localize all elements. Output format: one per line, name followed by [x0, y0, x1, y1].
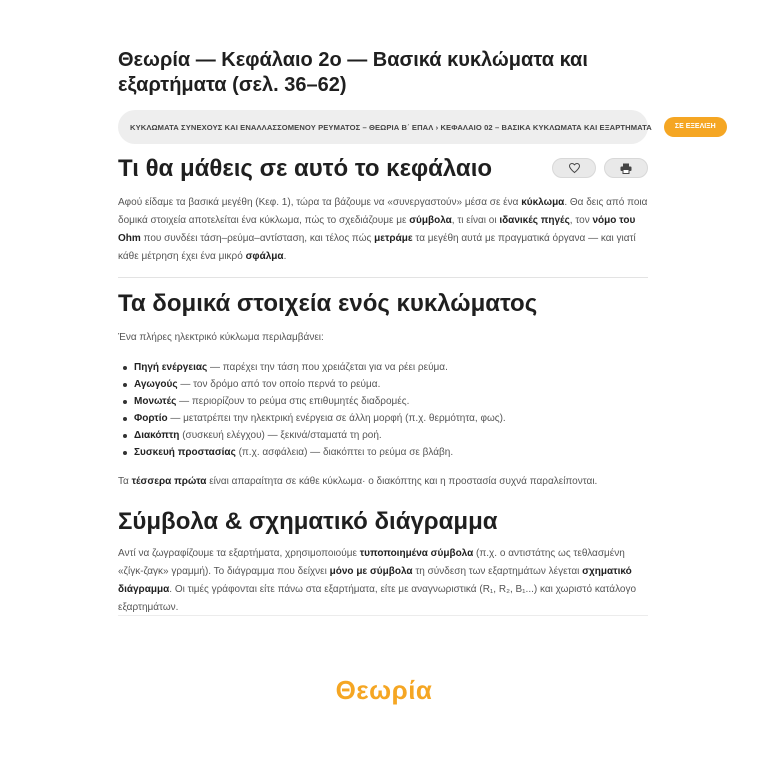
list-item: Μονωτές — περιορίζουν το ρεύμα στις επιθυμητές διαδρομές.	[134, 393, 648, 410]
symbols-paragraph: Αντί να ζωγραφίζουμε τα εξαρτήματα, χρησιμοποιούμε τυποποιημένα σύμβολα (π.χ. ο αντιστάτης ως τεθλασμένη «ζίγκ-ζαγκ» γραμμή). Το διάγραμμα που δείχνει μόνο με σύμβολα τη σύνδεση των εξαρτημάτων λέγεται σχηματικό διάγραμμα. Οι τιμές γράφονται είτε πάνω στα εξαρτήματα, είτε με αναγνωριστικά (R₁, R₂, B₁...) και χωριστό κατάλογο εξαρτημάτων.	[118, 548, 637, 613]
intro-heading-row	[118, 152, 648, 186]
elements-heading: Τα δομικά στοιχεία ενός κυκλώματος	[118, 290, 538, 317]
list-item: Αγωγούς — τον δρόμο από τον οποίο περνά το ρεύμα.	[134, 376, 648, 393]
favorite-button[interactable]	[552, 158, 596, 178]
list-item: Φορτίο — μετατρέπει την ηλεκτρική ενέργεια σε άλλη μορφή (π.χ. θερμότητα, φως).	[134, 410, 648, 427]
elements-list	[118, 359, 648, 461]
breadcrumb-text[interactable]: ΚΥΚΛΩΜΑΤΑ ΣΥΝΕΧΟΥΣ ΚΑΙ ΕΝΑΛΛΑΣΣΟΜΕΝΟΥ ΡΕΥΜΑΤΟΣ – ΘΕΩΡΙΑ Β΄ ΕΠΑΛ › ΚΕΦΑΛΑΙΟ 02 – ΒΑΣΙΚΑ ΚΥΚΛΩΜΑΤΑ ΚΑΙ ΕΞΑΡΤΗΜΑΤΑ	[130, 122, 652, 132]
printer-icon	[620, 163, 632, 174]
action-buttons	[552, 158, 648, 178]
symbols-heading: Σύμβολα & σχηματικό διάγραμμα	[118, 508, 498, 535]
intro-section	[118, 194, 648, 266]
symbols-section	[118, 507, 648, 617]
list-item: Συσκευή προστασίας (π.χ. ασφάλεια) — διακόπτει το ρεύμα σε βλάβη.	[134, 444, 648, 461]
list-item: Πηγή ενέργειας — παρέχει την τάση που χρειάζεται για να ρέει ρεύμα.	[134, 359, 648, 376]
intro-paragraph: Αφού είδαμε τα βασικά μεγέθη (Κεφ. 1), τώρα τα βάζουμε να «συνεργαστούν» μέσα σε ένα κύκλωμα. Θα δεις από ποια δομικά στοιχεία αποτελείται ένα κύκλωμα, πώς το σχεδιάζουμε με σύμβολα, τι είναι οι ιδανικές πηγές, τον νόμο του Ohm που συνδέει τάση–ρεύμα–αντίσταση, και τέλος πώς μετράμε τα μεγέθη αυτά με πραγματικά όργανα — και γιατί κάθε μέτρηση έχει ένα μικρό σφάλμα.	[118, 197, 648, 262]
print-button[interactable]	[604, 158, 648, 178]
elements-lead: Ένα πλήρες ηλεκτρικό κύκλωμα περιλαμβάνει:	[118, 332, 324, 343]
intro-heading: Τι θα μάθεις σε αυτό το κεφάλαιο	[118, 155, 493, 182]
document-title: Θεωρία — Κεφάλαιο 2ο — Βασικά κυκλώματα και εξαρτήματα (σελ. 36–62)	[118, 49, 588, 96]
status-button[interactable]: ΣΕ ΕΞΕΛΙΞΗ	[664, 117, 727, 137]
section-divider	[118, 277, 648, 278]
content-bottom-rule	[118, 615, 648, 616]
elements-note: Τα τέσσερα πρώτα είναι απαραίτητα σε κάθε κύκλωμα· ο διακόπτης και η προστασία συχνά παραλείπονται.	[118, 476, 598, 487]
elements-section	[118, 289, 648, 491]
breadcrumb	[118, 110, 716, 144]
footer-label: Θεωρία	[335, 675, 433, 705]
list-item: Διακόπτη (συσκευή ελέγχου) — ξεκινά/σταματά τη ροή.	[134, 427, 648, 444]
heart-icon	[569, 163, 580, 173]
